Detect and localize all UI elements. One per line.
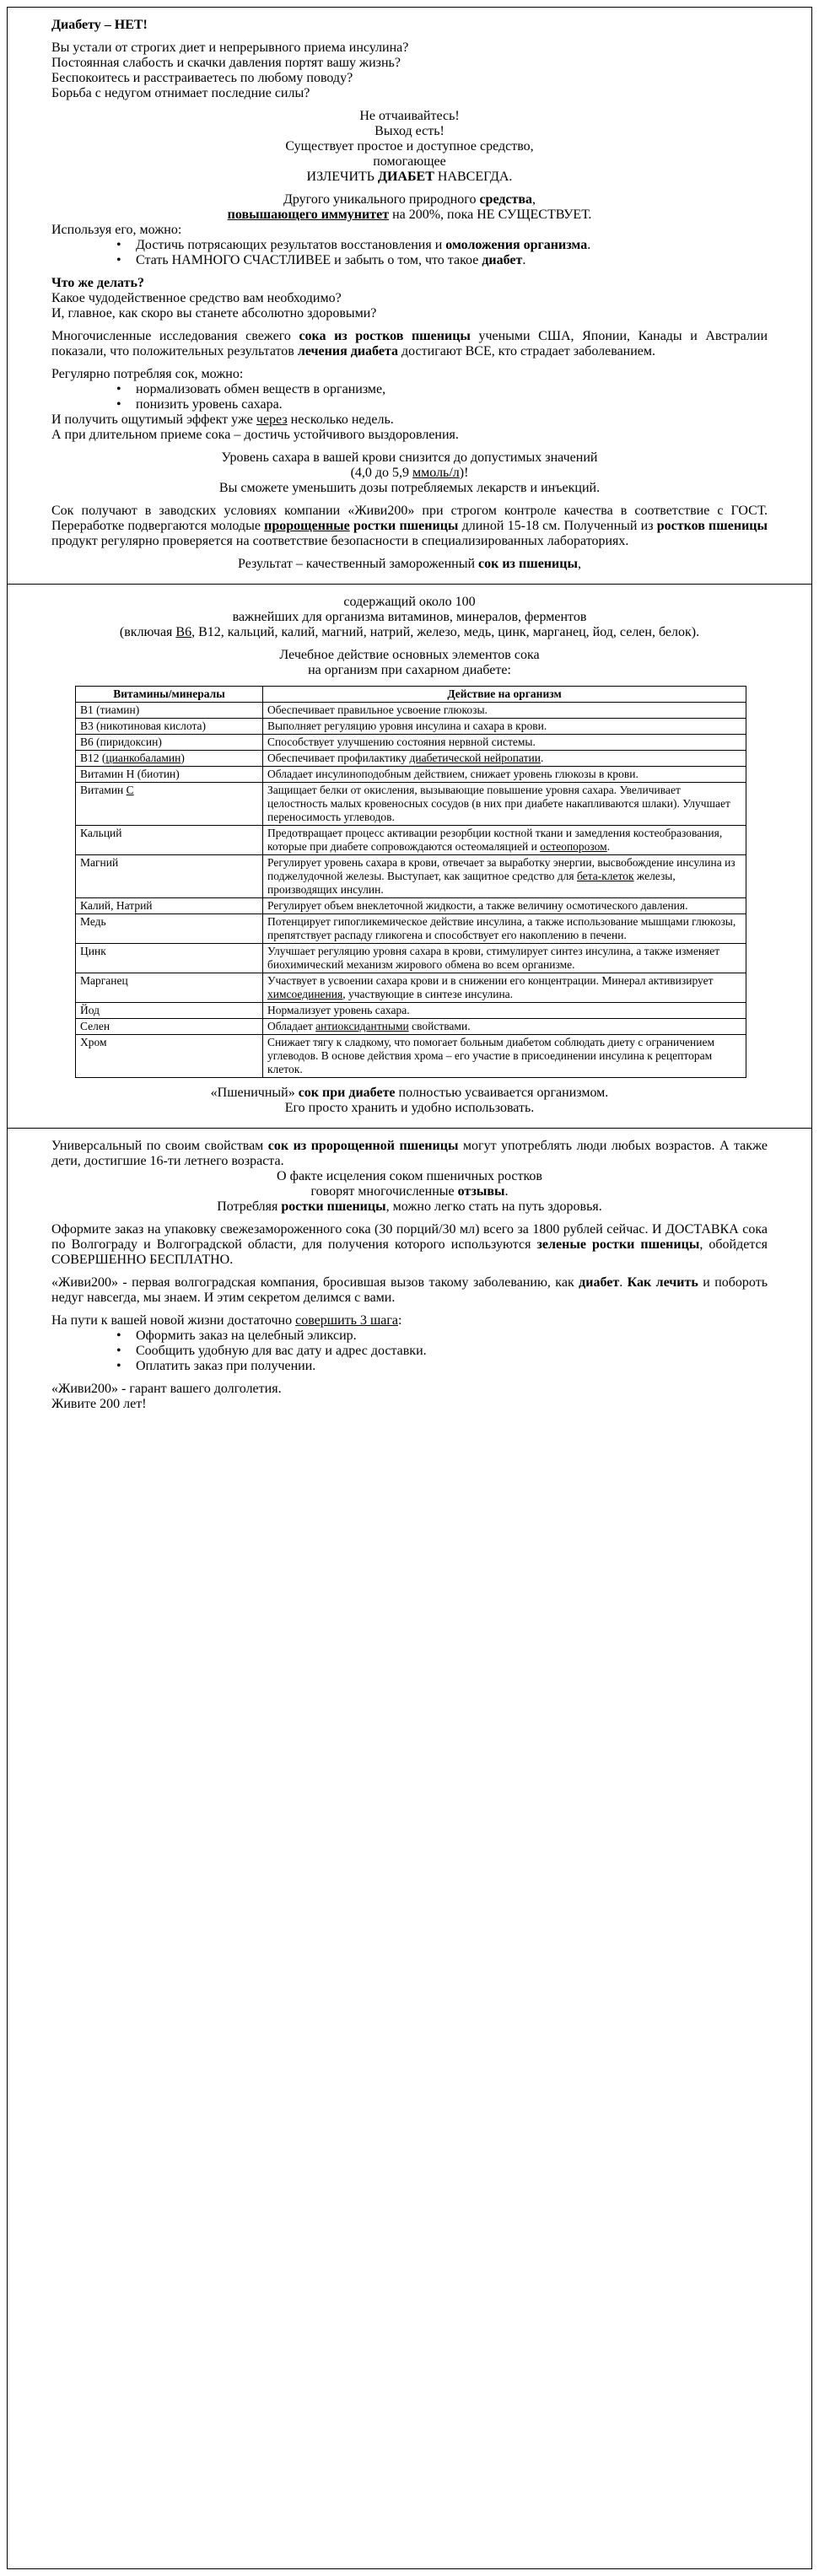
text-run: Оформить заказ на целебный эликсир. bbox=[136, 1328, 357, 1343]
text-run: нормализовать обмен веществ в организме, bbox=[136, 382, 386, 396]
text-run: Уровень сахара в вашей крови снизится до допустимых значений bbox=[221, 450, 598, 465]
text-run: цианкобаламин bbox=[105, 752, 181, 764]
text-run: Не отчаивайтесь! bbox=[359, 109, 460, 123]
paragraph bbox=[51, 1313, 768, 1328]
list-item-text bbox=[136, 253, 768, 268]
vitamin-name-cell bbox=[76, 703, 263, 719]
vitamin-action-cell bbox=[263, 1019, 746, 1035]
table-row bbox=[76, 783, 746, 826]
paragraph bbox=[51, 1086, 768, 1101]
bullet-icon: • bbox=[116, 397, 121, 412]
section-intro bbox=[7, 7, 812, 585]
text-run: «Живи200» - гарант вашего долголетия. bbox=[51, 1382, 282, 1396]
table-row bbox=[76, 898, 746, 914]
paragraph bbox=[51, 1184, 768, 1199]
paragraph bbox=[51, 1382, 768, 1397]
paragraph bbox=[51, 450, 768, 466]
text-run: Йод bbox=[80, 1004, 100, 1016]
paragraph bbox=[51, 71, 768, 86]
text-run: , В12, кальций, калий, магний, натрий, железо, медь, цинк, марганец, йод, селен, белок). bbox=[191, 625, 700, 639]
paragraph bbox=[51, 207, 768, 223]
text-run: Используя его, можно: bbox=[51, 223, 182, 237]
table-row bbox=[76, 719, 746, 735]
vitamin-name-cell bbox=[76, 826, 263, 855]
text-run: важнейших для организма витаминов, минералов, ферментов bbox=[232, 610, 587, 624]
paragraph bbox=[51, 648, 768, 663]
text-run: Кальций bbox=[80, 827, 122, 839]
list-item-text bbox=[136, 1328, 768, 1344]
text-run: Калий, Натрий bbox=[80, 899, 153, 912]
vitamin-name-cell bbox=[76, 767, 263, 783]
text-run: Как лечить bbox=[627, 1275, 698, 1290]
paragraph bbox=[51, 1275, 768, 1306]
table-row bbox=[76, 973, 746, 1003]
vitamin-name-cell bbox=[76, 751, 263, 767]
vitamin-name-cell bbox=[76, 855, 263, 898]
table-header-row bbox=[76, 687, 746, 703]
paragraph bbox=[51, 663, 768, 678]
text-run: Магний bbox=[80, 856, 119, 869]
paragraph bbox=[51, 412, 768, 428]
bullet-icon: • bbox=[116, 253, 121, 267]
table-row bbox=[76, 735, 746, 751]
paragraph bbox=[51, 1199, 768, 1215]
text-run: , bbox=[532, 192, 536, 207]
text-run: Универсальный по своим свойствам bbox=[51, 1139, 268, 1153]
vitamin-action-cell bbox=[263, 826, 746, 855]
text-run: понизить уровень сахара. bbox=[136, 397, 283, 412]
text-run: Существует простое и доступное средство, bbox=[285, 139, 534, 154]
list-item bbox=[51, 1328, 768, 1344]
vitamin-action-cell bbox=[263, 973, 746, 1003]
table-header-vitamins: Витамины/минералы bbox=[76, 687, 263, 703]
paragraph bbox=[51, 291, 768, 306]
text-run: Витамин Н (биотин) bbox=[80, 768, 180, 780]
text-run: Стать НАМНОГО СЧАСТЛИВЕЕ и забыть о том, что такое bbox=[136, 253, 482, 267]
text-run: Витамин bbox=[80, 784, 127, 796]
paragraph bbox=[51, 170, 768, 185]
text-run: ) bbox=[181, 752, 185, 764]
spacer bbox=[51, 549, 768, 557]
text-run: отзывы bbox=[457, 1184, 505, 1199]
text-run: омоложения организма bbox=[445, 238, 588, 252]
paragraph bbox=[51, 1397, 768, 1412]
vitamin-name-cell bbox=[76, 914, 263, 944]
vitamins-footer bbox=[51, 1078, 768, 1116]
spacer bbox=[51, 1215, 768, 1222]
vitamin-name-cell bbox=[76, 735, 263, 751]
text-run: «Живи200» - первая волгоградская компания, бросившая вызов такому заболеванию, как bbox=[51, 1275, 579, 1290]
list-item-text bbox=[136, 238, 768, 253]
table-row bbox=[76, 826, 746, 855]
text-run: диабет bbox=[579, 1275, 620, 1290]
list-item-text bbox=[136, 382, 768, 397]
paragraph bbox=[51, 367, 768, 382]
text-run: Сообщить удобную для вас дату и адрес доставки. bbox=[136, 1344, 427, 1358]
table-row bbox=[76, 1035, 746, 1078]
text-run: через bbox=[256, 412, 288, 427]
vitamin-name-cell bbox=[76, 783, 263, 826]
table-row bbox=[76, 855, 746, 898]
text-run: И, главное, как скоро вы станете абсолютно здоровыми? bbox=[51, 306, 377, 321]
list-item bbox=[51, 253, 768, 268]
vitamin-action-cell bbox=[263, 767, 746, 783]
spacer bbox=[51, 185, 768, 192]
text-run: Живите 200 лет! bbox=[51, 1397, 147, 1411]
text-run: Достичь потрясающих результатов восстановления и bbox=[136, 238, 446, 252]
vitamin-action-cell bbox=[263, 783, 746, 826]
vitamin-action-cell bbox=[263, 751, 746, 767]
table-row bbox=[76, 1003, 746, 1019]
text-run: , участвующие в синтезе инсулина. bbox=[342, 988, 514, 1000]
text-run: Лечебное действие основных элементов сока bbox=[279, 648, 540, 662]
text-run: Регулирует уровень сахара в крови, отвечает за выработку энергии, высвобождение инсулина из поджелудочной железы. Выступает, как защитное средство для bbox=[267, 856, 735, 882]
text-run: продукт регулярно проверяется на соответствие безопасности в специализированных лабораториях. bbox=[51, 534, 629, 548]
vitamin-action-cell bbox=[263, 703, 746, 719]
text-run: ммоль/л bbox=[412, 466, 460, 480]
paragraph bbox=[51, 329, 768, 359]
text-run: На пути к вашей новой жизни достаточно bbox=[51, 1313, 296, 1328]
text-run: остеопорозом bbox=[540, 840, 607, 853]
text-run: длиной 15-18 см. Полученный из bbox=[458, 519, 657, 533]
text-run: бета-клеток bbox=[576, 870, 634, 882]
spacer bbox=[51, 1078, 768, 1086]
text-run: Выход есть! bbox=[374, 124, 445, 138]
paragraph bbox=[51, 192, 768, 207]
text-run: зеленые ростки пшеницы bbox=[536, 1237, 700, 1252]
spacer bbox=[51, 321, 768, 329]
text-run: средства bbox=[479, 192, 533, 207]
paragraph bbox=[51, 1101, 768, 1116]
section-order-content bbox=[51, 1139, 768, 1412]
text-run: помогающее bbox=[373, 154, 446, 169]
text-run: Выполняет регуляцию уровня инсулина и сахара в крови. bbox=[267, 719, 547, 732]
paragraph bbox=[51, 1222, 768, 1268]
text-run: Другого уникального природного bbox=[283, 192, 480, 207]
text-run: И получить ощутимый эффект уже bbox=[51, 412, 256, 427]
vitamins-table bbox=[75, 686, 746, 1078]
table-row bbox=[76, 751, 746, 767]
bullet-icon: • bbox=[116, 1328, 121, 1343]
text-run: , bbox=[577, 557, 581, 571]
list-item bbox=[51, 238, 768, 253]
list-item bbox=[51, 1344, 768, 1359]
text-run: . bbox=[619, 1275, 628, 1290]
text-run: сок из пшеницы bbox=[478, 557, 578, 571]
vitamin-action-cell bbox=[263, 735, 746, 751]
text-run: Обладает bbox=[267, 1020, 316, 1032]
text-run: и побороть недуг навсегда, мы знаем. И этим секретом делимся с вами. bbox=[51, 1275, 768, 1305]
vitamin-action-cell bbox=[263, 1003, 746, 1019]
table-header-action: Действие на организм bbox=[263, 687, 746, 703]
text-run: (включая bbox=[119, 625, 176, 639]
text-run: Хром bbox=[80, 1036, 107, 1048]
list-item bbox=[51, 397, 768, 412]
vitamin-action-cell bbox=[263, 1035, 746, 1078]
text-run: Потребляя bbox=[217, 1199, 282, 1214]
text-run: Борьба с недугом отнимает последние силы? bbox=[51, 86, 310, 100]
vitamin-action-cell bbox=[263, 944, 746, 973]
paragraph bbox=[51, 139, 768, 154]
paragraph bbox=[51, 86, 768, 101]
text-run: Участвует в усвоении сахара крови и в снижении его концентрации. Минерал активизирует bbox=[267, 974, 714, 987]
text-run: НАВСЕГДА. bbox=[434, 170, 513, 184]
paragraph bbox=[51, 595, 768, 610]
spacer bbox=[51, 1374, 768, 1382]
vitamin-name-cell bbox=[76, 944, 263, 973]
spacer bbox=[51, 359, 768, 367]
text-run: сока из ростков пшеницы bbox=[299, 329, 471, 343]
section-intro-content bbox=[51, 18, 768, 572]
text-run: , можно легко стать на путь здоровья. bbox=[385, 1199, 602, 1214]
text-run: А при длительном приеме сока – достичь устойчивого выздоровления. bbox=[51, 428, 459, 442]
text-run: Оплатить заказ при получении. bbox=[136, 1359, 316, 1373]
text-run: Его просто хранить и удобно использовать. bbox=[284, 1101, 535, 1115]
text-run: С bbox=[126, 784, 134, 796]
text-run: пророщенные bbox=[264, 519, 350, 533]
text-run: Защищает белки от окисления, вызывающие повышение уровня сахара. Увеличивает целостность малых кровеносных сосудов (в них при диабете накапливаются шлаки). Улучшает переносимость углеводов. bbox=[267, 784, 730, 823]
paragraph bbox=[51, 56, 768, 71]
text-run: химсоединения bbox=[267, 988, 343, 1000]
vitamin-name-cell bbox=[76, 719, 263, 735]
paragraph bbox=[51, 124, 768, 139]
text-run: Обладает инсулиноподобным действием, снижает уровень глюкозы в крови. bbox=[267, 768, 638, 780]
paragraph bbox=[51, 504, 768, 549]
table-row bbox=[76, 1019, 746, 1035]
paragraph bbox=[51, 481, 768, 496]
bullet-icon: • bbox=[116, 238, 121, 252]
text-run: говорят многочисленные bbox=[310, 1184, 458, 1199]
text-run: Многочисленные исследования свежего bbox=[51, 329, 299, 343]
text-run: Селен bbox=[80, 1020, 110, 1032]
text-run: железы, производящих инсулин. bbox=[267, 870, 676, 896]
paragraph bbox=[51, 223, 768, 238]
text-run: Вы сможете уменьшить дозы потребляемых лекарств и инъекций. bbox=[218, 481, 601, 495]
paragraph bbox=[51, 610, 768, 625]
text-run: свойствами. bbox=[408, 1020, 471, 1032]
text-run: Сок получают в заводских условиях компании «Живи200» при строгом контроле качества в соответствие с ГОСТ. Переработке подвергаются молодые bbox=[51, 504, 768, 533]
table-row bbox=[76, 703, 746, 719]
text-run: : bbox=[398, 1313, 402, 1328]
table-row bbox=[76, 914, 746, 944]
text-run: . bbox=[504, 1184, 509, 1199]
text-run: В6 (пиридоксин) bbox=[80, 736, 162, 748]
list-item bbox=[51, 382, 768, 397]
spacer bbox=[51, 678, 768, 686]
vitamin-name-cell bbox=[76, 973, 263, 1003]
text-run: Какое чудодейственное средство вам необходимо? bbox=[51, 291, 342, 305]
text-run: Медь bbox=[80, 915, 106, 928]
text-run: содержащий около 100 bbox=[343, 595, 476, 609]
text-run: антиоксидантными bbox=[315, 1020, 409, 1032]
text-run: на 200%, пока НЕ СУЩЕСТВУЕТ. bbox=[389, 207, 592, 222]
spacer bbox=[51, 1268, 768, 1275]
text-run: . bbox=[522, 253, 526, 267]
paragraph bbox=[51, 428, 768, 443]
spacer bbox=[51, 33, 768, 40]
vitamin-name-cell bbox=[76, 1019, 263, 1035]
text-run: ИЗЛЕЧИТЬ bbox=[306, 170, 378, 184]
text-run: . bbox=[540, 752, 544, 764]
spacer bbox=[51, 640, 768, 648]
text-run: полностью усваивается организмом. bbox=[395, 1086, 609, 1100]
vitamin-name-cell bbox=[76, 1003, 263, 1019]
table-row bbox=[76, 944, 746, 973]
bullet-icon: • bbox=[116, 382, 121, 396]
text-run: Предотвращает процесс активации резорбции костной ткани и замедления костеобразования, которые при диабете сопровождаются остеомаляцией и bbox=[267, 827, 723, 853]
list-item-text bbox=[136, 1344, 768, 1359]
paragraph bbox=[51, 276, 768, 291]
paragraph bbox=[51, 154, 768, 170]
text-run: ДИАБЕТ bbox=[377, 170, 434, 184]
vitamin-action-cell bbox=[263, 898, 746, 914]
text-run: Потенцирует гипогликемическое действие инсулина, а также использование мышцами глюкозы, препятствует распаду гликогена и способствует его накоплению в печени. bbox=[267, 915, 736, 941]
text-run: Постоянная слабость и скачки давления портят вашу жизнь? bbox=[51, 56, 401, 70]
text-run: В6 bbox=[175, 625, 192, 639]
text-run: Улучшает регуляцию уровня сахара в крови, стимулирует синтез инсулина, а также изменяет биохимический механизм жирового обмена во всем организме. bbox=[267, 945, 720, 971]
text-run: , обойдется СОВЕРШЕННО БЕСПЛАТНО. bbox=[51, 1237, 768, 1267]
text-run: Беспокоитесь и расстраиваетесь по любому поводу? bbox=[51, 71, 353, 85]
paragraph bbox=[51, 466, 768, 481]
vitamin-action-cell bbox=[263, 914, 746, 944]
text-run: Нормализует уровень сахара. bbox=[267, 1004, 410, 1016]
text-run: . bbox=[606, 840, 611, 853]
text-run: несколько недель. bbox=[287, 412, 394, 427]
text-run: диабет bbox=[482, 253, 523, 267]
text-run: Способствует улучшению состояния нервной системы. bbox=[267, 736, 536, 748]
text-run: Обеспечивает профилактику bbox=[267, 752, 410, 764]
vitamin-name-cell bbox=[76, 898, 263, 914]
text-run: сок из пророщенной пшеницы bbox=[267, 1139, 459, 1153]
list-item-text bbox=[136, 1359, 768, 1374]
section-order bbox=[7, 1128, 812, 2569]
text-run: Что же делать? bbox=[51, 276, 144, 290]
list-item-text bbox=[136, 397, 768, 412]
list-item bbox=[51, 1359, 768, 1374]
bullet-icon: • bbox=[116, 1344, 121, 1358]
text-run: совершить 3 шага bbox=[295, 1313, 399, 1328]
text-run: . bbox=[587, 238, 591, 252]
text-run: Оформите заказ на упаковку свежезамороженного сока (30 порций/30 мл) всего за 1800 рублей сейчас. И ДОСТАВКА сока по Волгограду и Волгоградской области, для получения которого используются bbox=[51, 1222, 768, 1252]
section-vitamins bbox=[7, 584, 812, 1129]
text-run: (4,0 до 5,9 bbox=[350, 466, 413, 480]
text-run: Регулирует объем внеклеточной жидкости, а также величину осмотического давления. bbox=[267, 899, 688, 912]
text-run: ростки пшеницы bbox=[353, 519, 459, 533]
paragraph bbox=[51, 557, 768, 572]
text-run: Марганец bbox=[80, 974, 128, 987]
paragraph bbox=[51, 1139, 768, 1169]
text-run: В3 (никотиновая кислота) bbox=[80, 719, 207, 732]
text-run: Снижает тягу к сладкому, что помогает больным диабетом соблюдать диету с ограничением углеводов. В основе действия хрома – его участие в присоединении инсулина к рецепторам клеток. bbox=[267, 1036, 715, 1075]
vitamin-action-cell bbox=[263, 855, 746, 898]
spacer bbox=[51, 1306, 768, 1313]
paragraph bbox=[51, 40, 768, 56]
text-run: )! bbox=[459, 466, 469, 480]
bullet-icon: • bbox=[116, 1359, 121, 1373]
text-run: Регулярно потребляя сок, можно: bbox=[51, 367, 244, 381]
text-run: учеными США, Японии, Канады и Австралии показали, что положительных результатов bbox=[51, 329, 768, 358]
text-run: В1 (тиамин) bbox=[80, 703, 140, 716]
paragraph bbox=[51, 18, 768, 33]
text-run: повышающего иммунитет bbox=[227, 207, 390, 222]
vitamin-name-cell bbox=[76, 1035, 263, 1078]
paragraph bbox=[51, 625, 768, 640]
table-row bbox=[76, 767, 746, 783]
text-run: лечения диабета bbox=[297, 344, 398, 358]
text-run: ростков пшеницы bbox=[656, 519, 768, 533]
vitamin-action-cell bbox=[263, 719, 746, 735]
text-run: сок при диабете bbox=[298, 1086, 396, 1100]
text-run: Диабету – НЕТ! bbox=[51, 18, 148, 32]
text-run: диабетической нейропатии bbox=[409, 752, 541, 764]
vitamins-intro bbox=[51, 595, 768, 686]
paragraph bbox=[51, 109, 768, 124]
spacer bbox=[51, 443, 768, 450]
text-run: Результат – качественный замороженный bbox=[238, 557, 478, 571]
text-run: на организм при сахарном диабете: bbox=[308, 663, 511, 677]
text-run: Обеспечивает правильное усвоение глюкозы. bbox=[267, 703, 488, 716]
text-run: достигают ВСЕ, кто страдает заболеванием. bbox=[398, 344, 656, 358]
text-run: В12 ( bbox=[80, 752, 106, 764]
spacer bbox=[51, 268, 768, 276]
spacer bbox=[51, 101, 768, 109]
spacer bbox=[51, 496, 768, 504]
text-run: могут употреблять люди любых возрастов. А также дети, достигшие 16-ти летнего возраста. bbox=[51, 1139, 768, 1168]
paragraph bbox=[51, 1169, 768, 1184]
text-run: «Пшеничный» bbox=[210, 1086, 299, 1100]
text-run: Цинк bbox=[80, 945, 106, 957]
text-run: О факте исцеления соком пшеничных ростков bbox=[277, 1169, 542, 1183]
text-run: Вы устали от строгих диет и непрерывного приема инсулина? bbox=[51, 40, 409, 55]
paragraph bbox=[51, 306, 768, 321]
text-run: ростки пшеницы bbox=[281, 1199, 386, 1214]
